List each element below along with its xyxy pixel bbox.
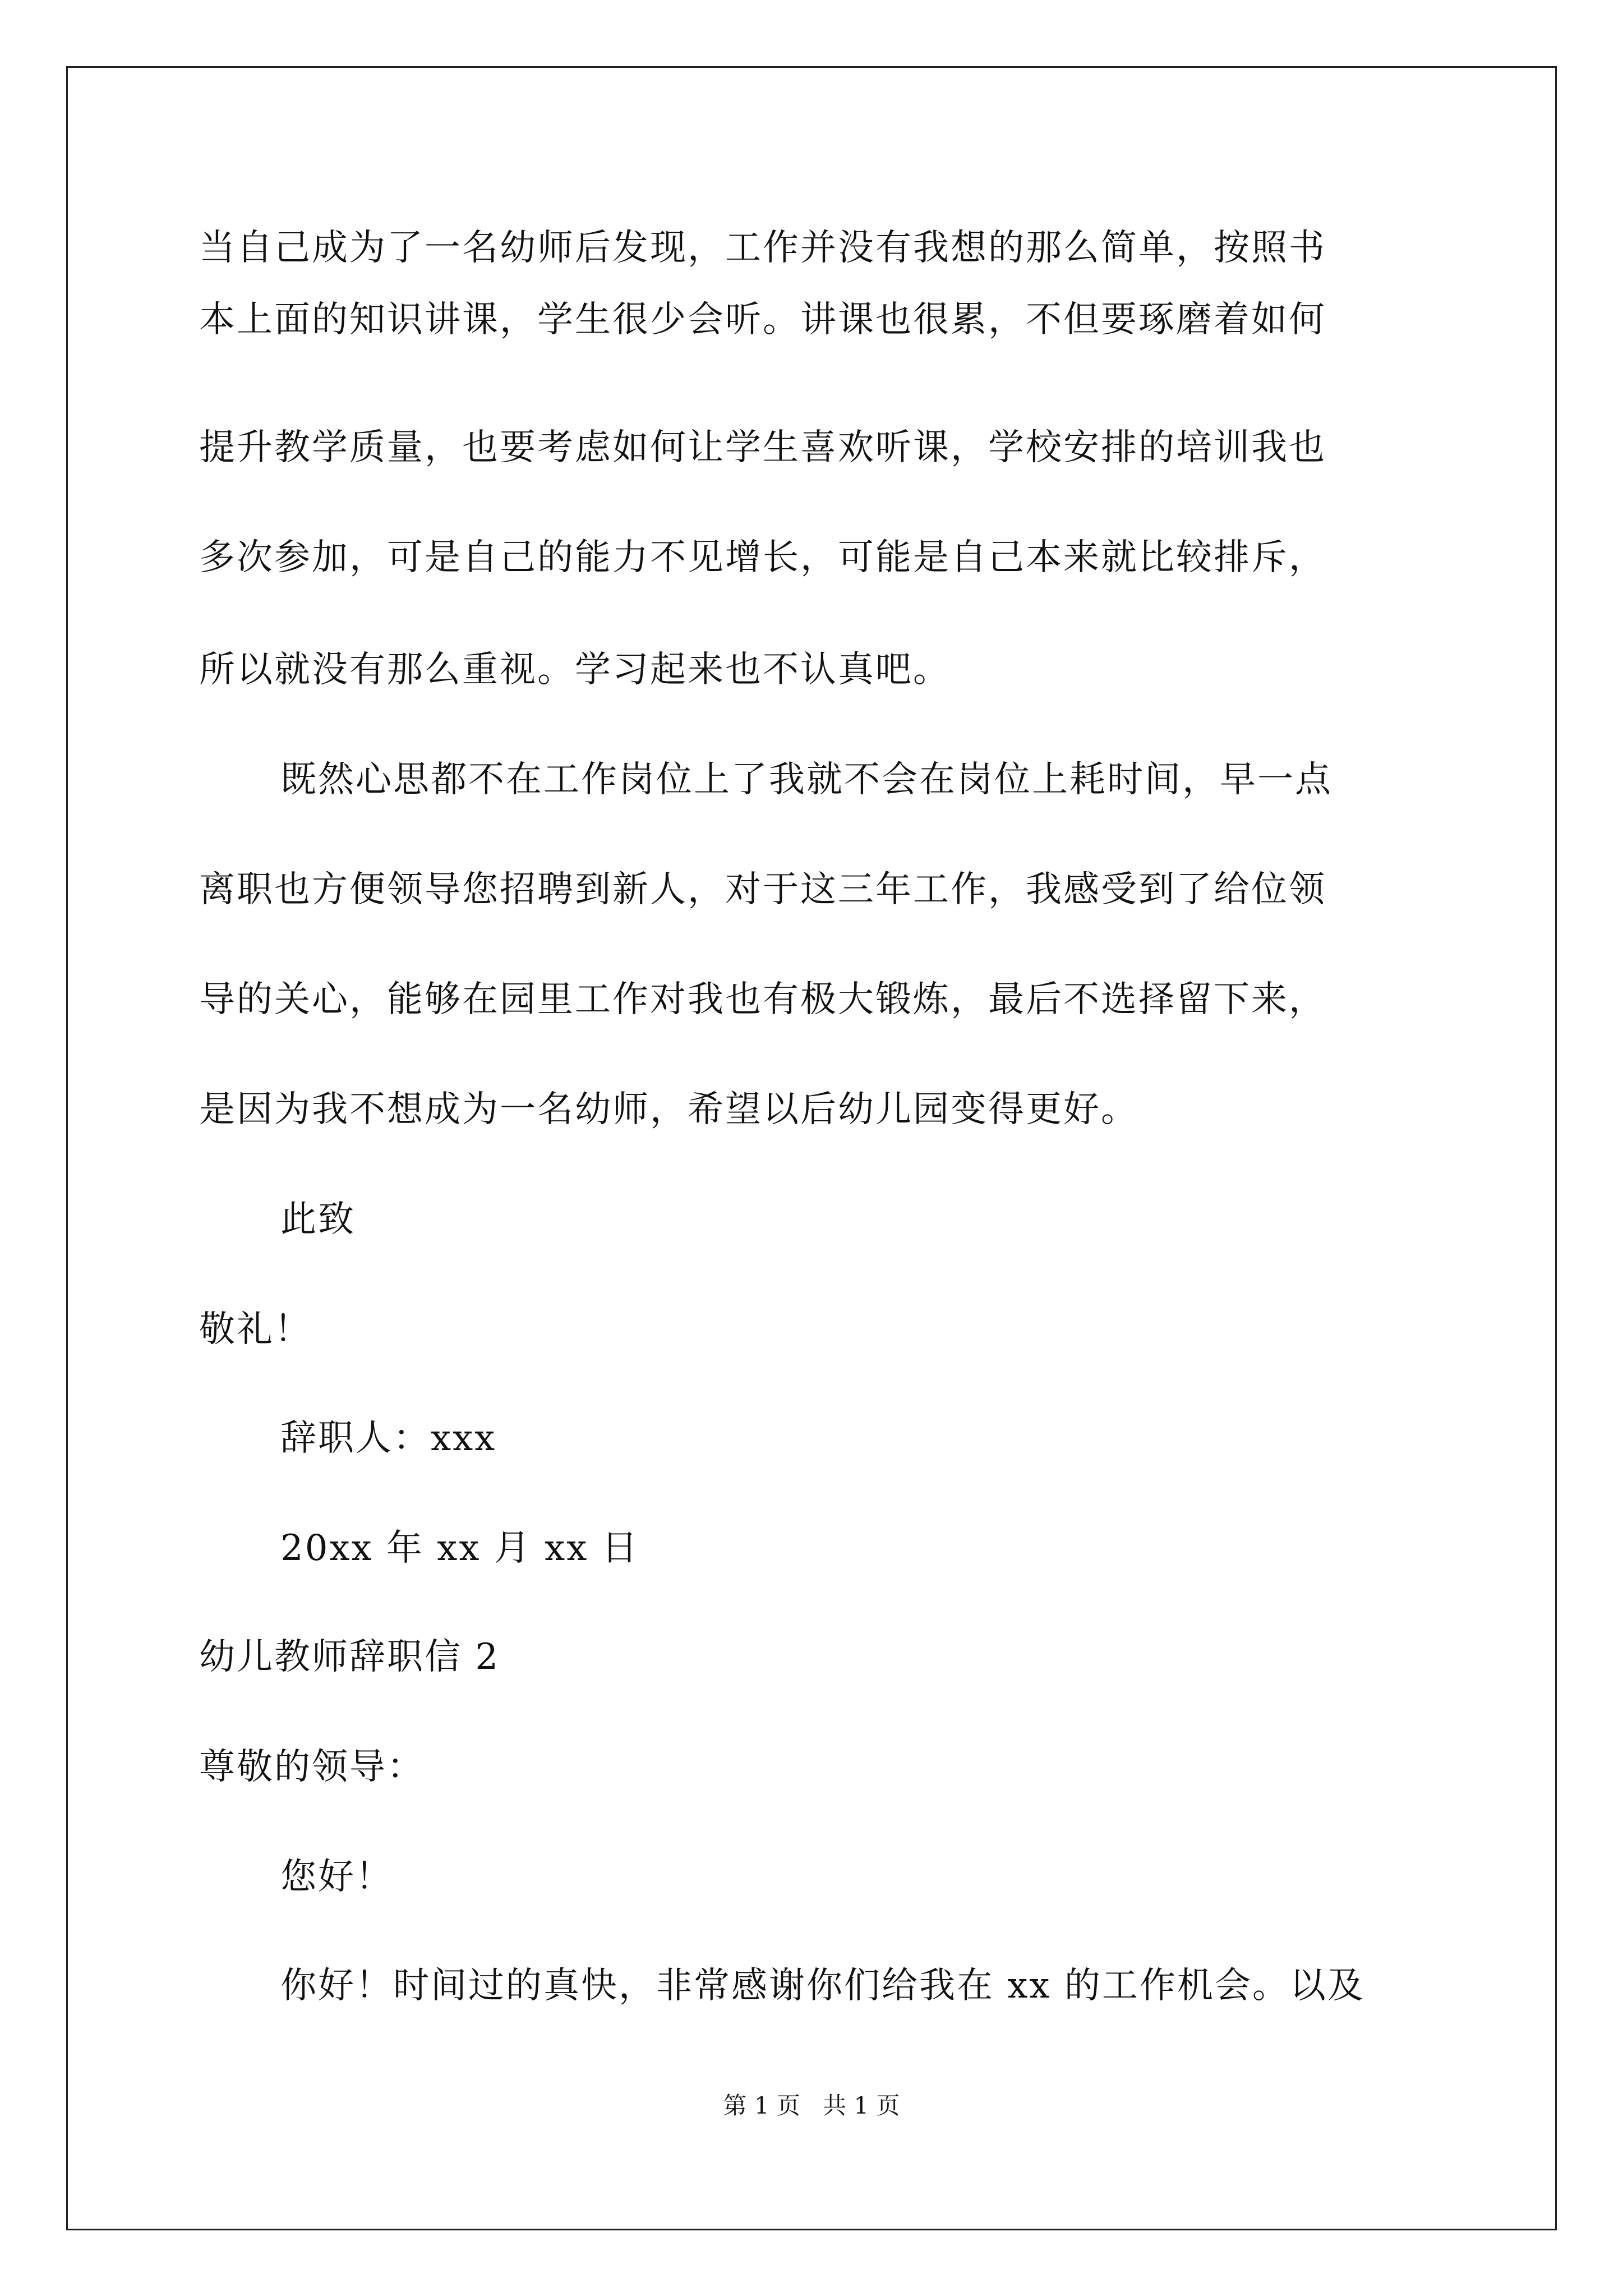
paragraph-line: 提升教学质量，也要考虑如何让学生喜欢听课，学校安排的培训我也 (199, 427, 1326, 468)
paragraph-line: 多次参加，可是自己的能力不见增长，可能是自己本来就比较排斥， (199, 537, 1326, 578)
letter-addressee: 尊敬的领导： (199, 1746, 425, 1788)
paragraph-line: 导的关心，能够在园里工作对我也有极大锻炼，最后不选择留下来， (199, 979, 1326, 1020)
letter-greeting: 您好！ (280, 1856, 393, 1898)
page-border (66, 66, 1557, 2230)
paragraph-line: 你好！时间过的真快，非常感谢你们给我在 xx 的工作机会。以及 (280, 1965, 1365, 2007)
closing-regards: 敬礼！ (199, 1309, 312, 1350)
paragraph-line: 离职也方便领导您招聘到新人，对于这三年工作，我感受到了给位领 (199, 869, 1326, 910)
section-heading: 幼儿教师辞职信 2 (199, 1636, 500, 1678)
paragraph-line: 当自己成为了一名幼师后发现，工作并没有我想的那么简单，按照书 (199, 227, 1326, 269)
signature-date: 20xx 年 xx 月 xx 日 (280, 1527, 639, 1569)
page-footer: 第 1 页 共 1 页 (723, 2092, 900, 2119)
paragraph-line: 是因为我不想成为一名幼师，希望以后幼儿园变得更好。 (199, 1089, 1138, 1130)
paragraph-line: 既然心思都不在工作岗位上了我就不会在岗位上耗时间，早一点 (280, 759, 1332, 800)
signature-name: 辞职人：xxx (280, 1418, 497, 1459)
paragraph-line: 所以就没有那么重视。学习起来也不认真吧。 (199, 649, 951, 691)
paragraph-line: 本上面的知识讲课，学生很少会听。讲课也很累，不但要琢磨着如何 (199, 299, 1326, 341)
closing-salutation: 此致 (280, 1199, 356, 1240)
